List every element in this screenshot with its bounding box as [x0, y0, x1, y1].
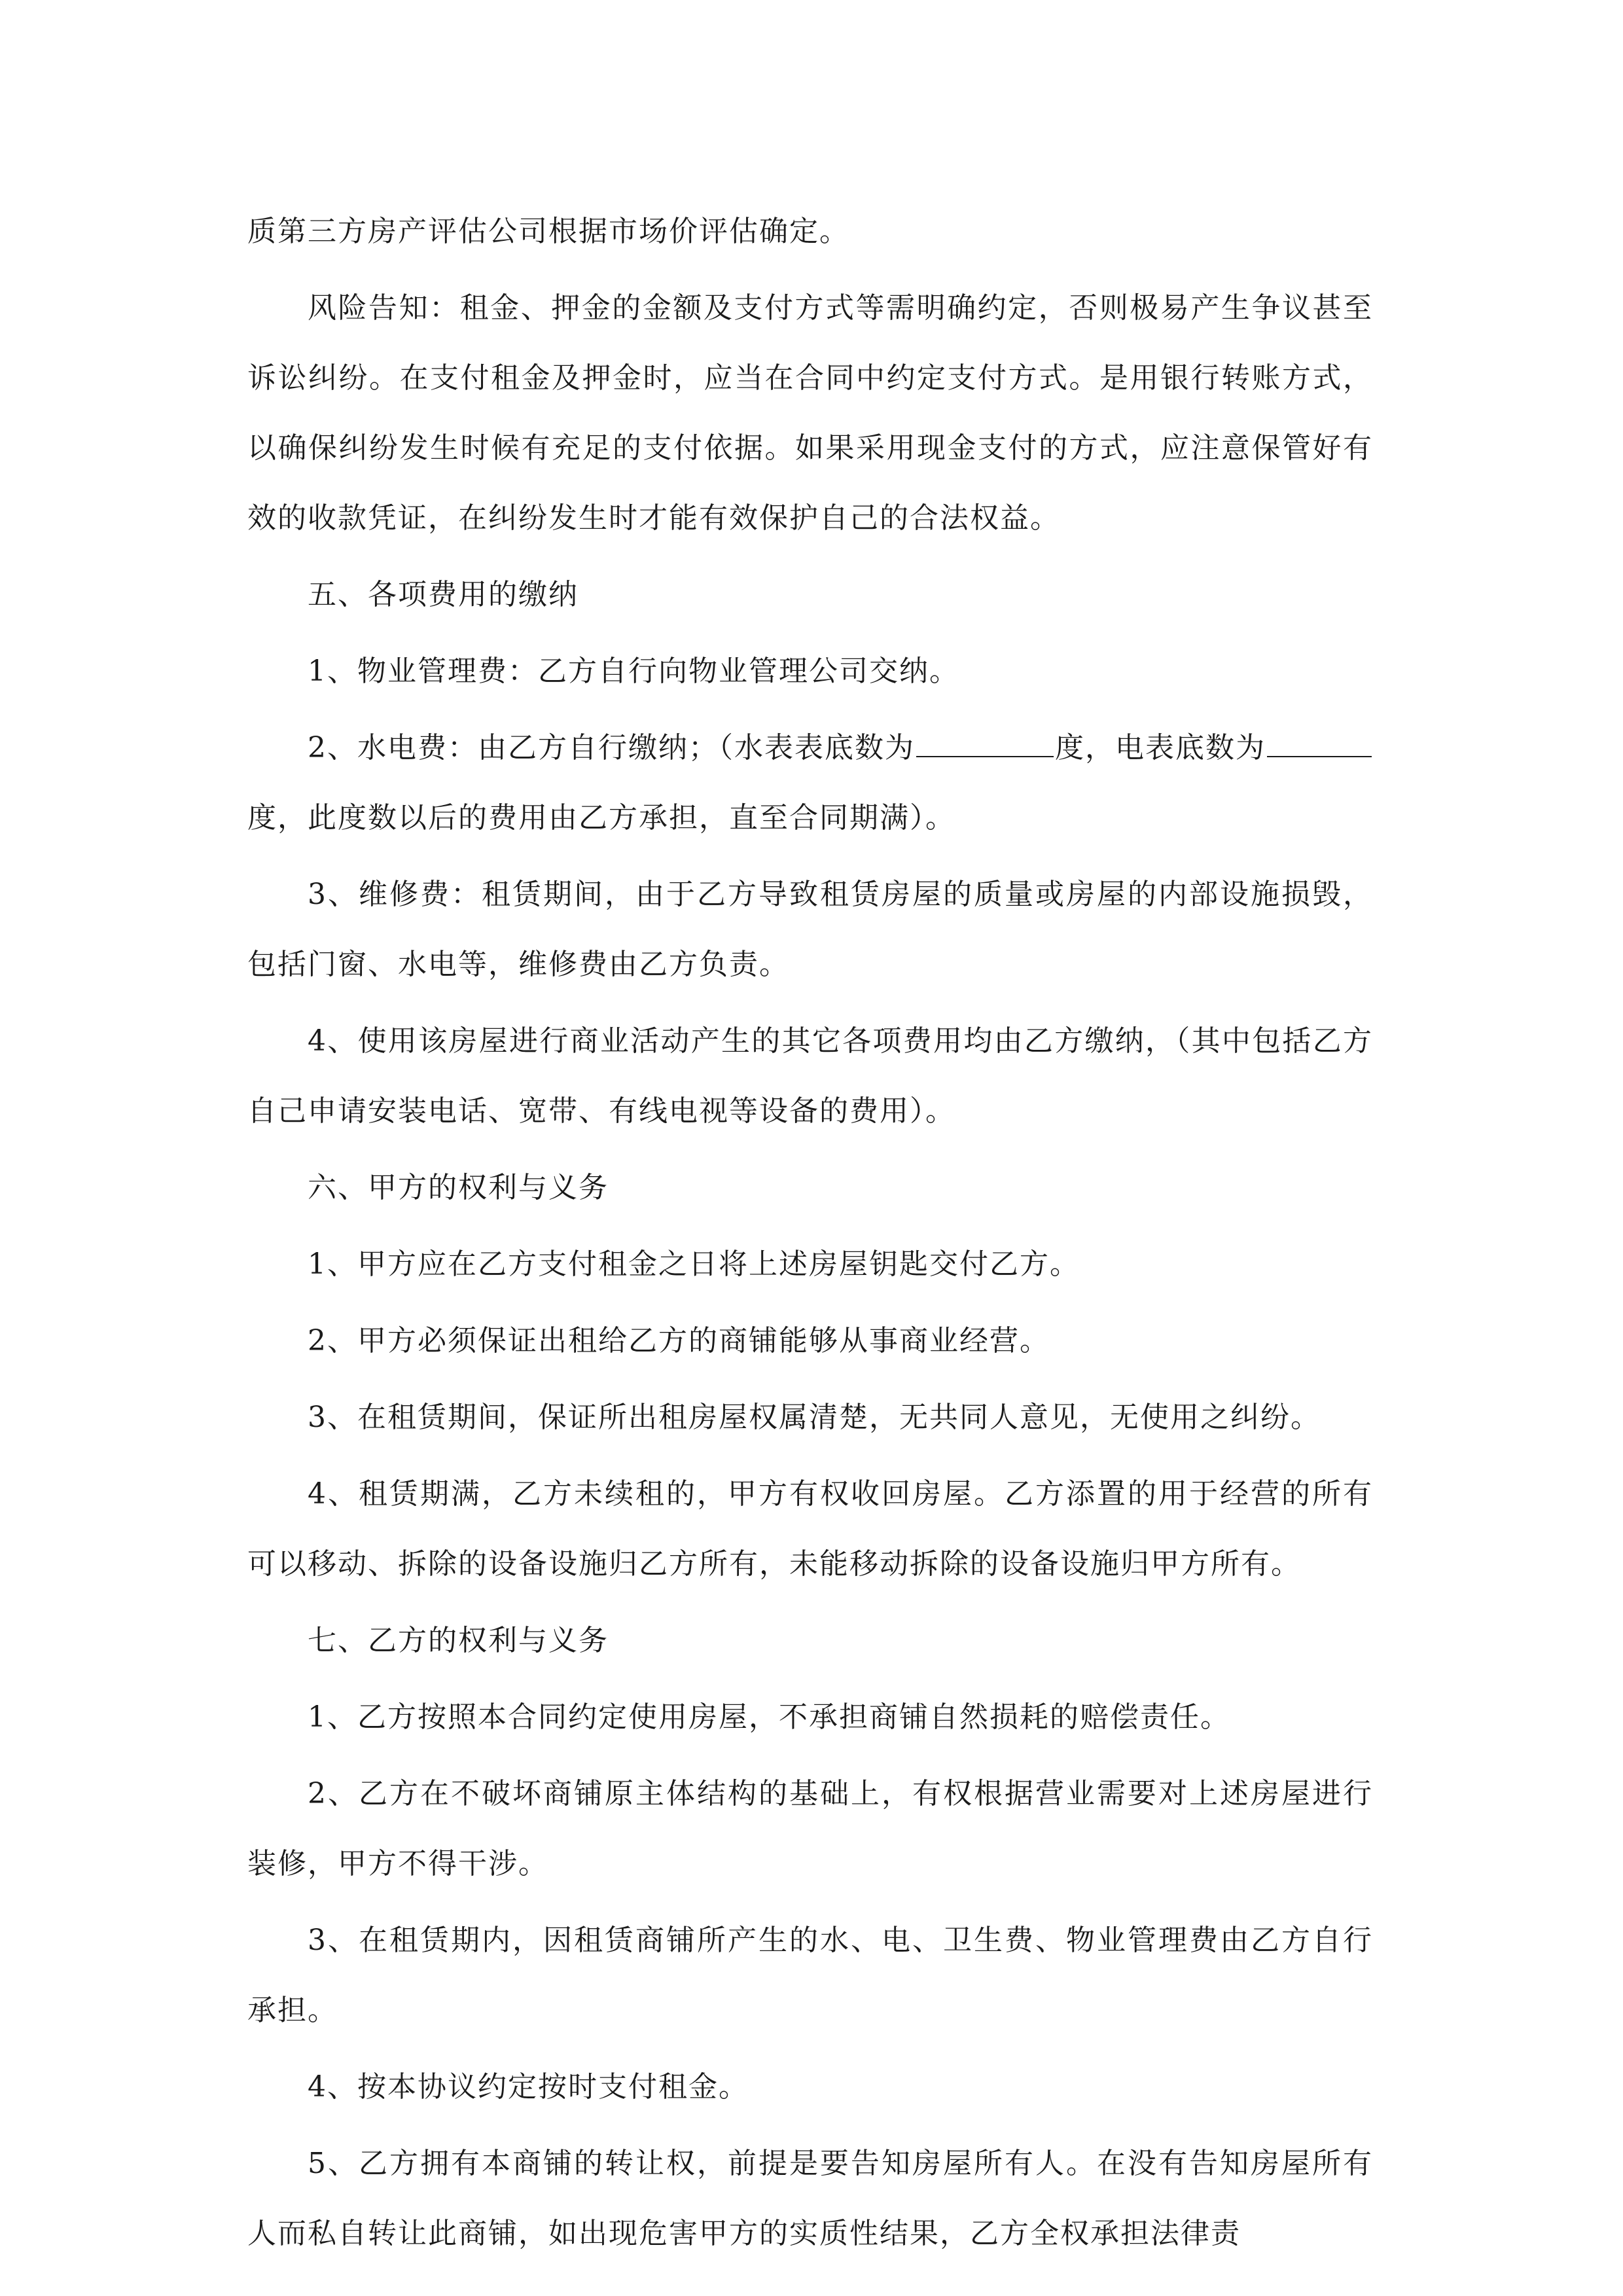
clause-b-renovation: 2、乙方在不破坏商铺原主体结构的基础上，有权根据营业需要对上述房屋进行装修，甲方不得干涉。 [247, 1777, 1373, 1880]
clause-property-fee: 1、物业管理费：乙方自行向物业管理公司交纳。 [308, 655, 959, 688]
paragraph-risk-notice: 风险告知：租金、押金的金额及支付方式等需明确约定，否则极易产生争议甚至诉讼纠纷。在支付租金及押金时，应当在合同中约定支付方式。是用银行转账方式，以确保纠纷发生时候有充足的支付依据。如果采用现金支付的方式，应注意保管好有效的收款凭证，在纠纷发生时才能有效保护自己的合法权益。 [247, 291, 1373, 535]
section-heading-party-b: 七、乙方的权利与义务 [308, 1624, 609, 1657]
clause-b-rent-payment: 4、按本协议约定按时支付租金。 [308, 2070, 749, 2104]
electric-reading-blank [1267, 727, 1372, 757]
water-reading-blank [916, 727, 1054, 757]
clause-maintenance-fee: 3、维修费：租赁期间，由于乙方导致租赁房屋的质量或房屋的内部设施损毁，包括门窗、水电等，维修费由乙方负责。 [247, 878, 1373, 981]
clause-utilities [247, 713, 1373, 853]
clause-a-keys: 1、甲方应在乙方支付租金之日将上述房屋钥匙交付乙方。 [308, 1247, 1080, 1281]
section-heading-party-a: 六、甲方的权利与义务 [308, 1171, 609, 1204]
section-heading-fees: 五、各项费用的缴纳 [308, 578, 579, 611]
clause-a-business-use: 2、甲方必须保证出租给乙方的商铺能够从事商业经营。 [308, 1324, 1050, 1357]
clause-a-title-clear: 3、在租赁期间，保证所出租房屋权属清楚，无共同人意见，无使用之纠纷。 [308, 1401, 1321, 1434]
clause-b-utilities: 3、在租赁期内，因租赁商铺所产生的水、电、卫生费、物业管理费由乙方自行承担。 [247, 1924, 1373, 2027]
utilities-prefix: 2、水电费：由乙方自行缴纳；（水表表底数为 [308, 731, 915, 764]
paragraph-valuation-end: 质第三方房产评估公司根据市场价评估确定。 [247, 215, 849, 248]
clause-other-fees: 4、使用该房屋进行商业活动产生的其它各项费用均由乙方缴纳，（其中包括乙方自己申请安装电话、宽带、有线电视等设备的费用）。 [247, 1024, 1373, 1128]
clause-b-transfer: 5、乙方拥有本商铺的转让权，前提是要告知房屋所有人。在没有告知房屋所有人而私自转让此商铺，如出现危害甲方的实质性结果，乙方全权承担法律责 [247, 2147, 1373, 2250]
clause-a-reclaim: 4、租赁期满，乙方未续租的，甲方有权收回房屋。乙方添置的用于经营的所有可以移动、拆除的设备设施归乙方所有，未能移动拆除的设备设施归甲方所有。 [247, 1477, 1373, 1581]
contract-body [247, 196, 1373, 2275]
utilities-water-unit: 度，电表底数为 [1055, 731, 1266, 764]
clause-b-usage: 1、乙方按照本合同约定使用房屋，不承担商铺自然损耗的赔偿责任。 [308, 1700, 1230, 1734]
utilities-suffix: 度，此度数以后的费用由乙方承担，直至合同期满）。 [247, 801, 955, 834]
